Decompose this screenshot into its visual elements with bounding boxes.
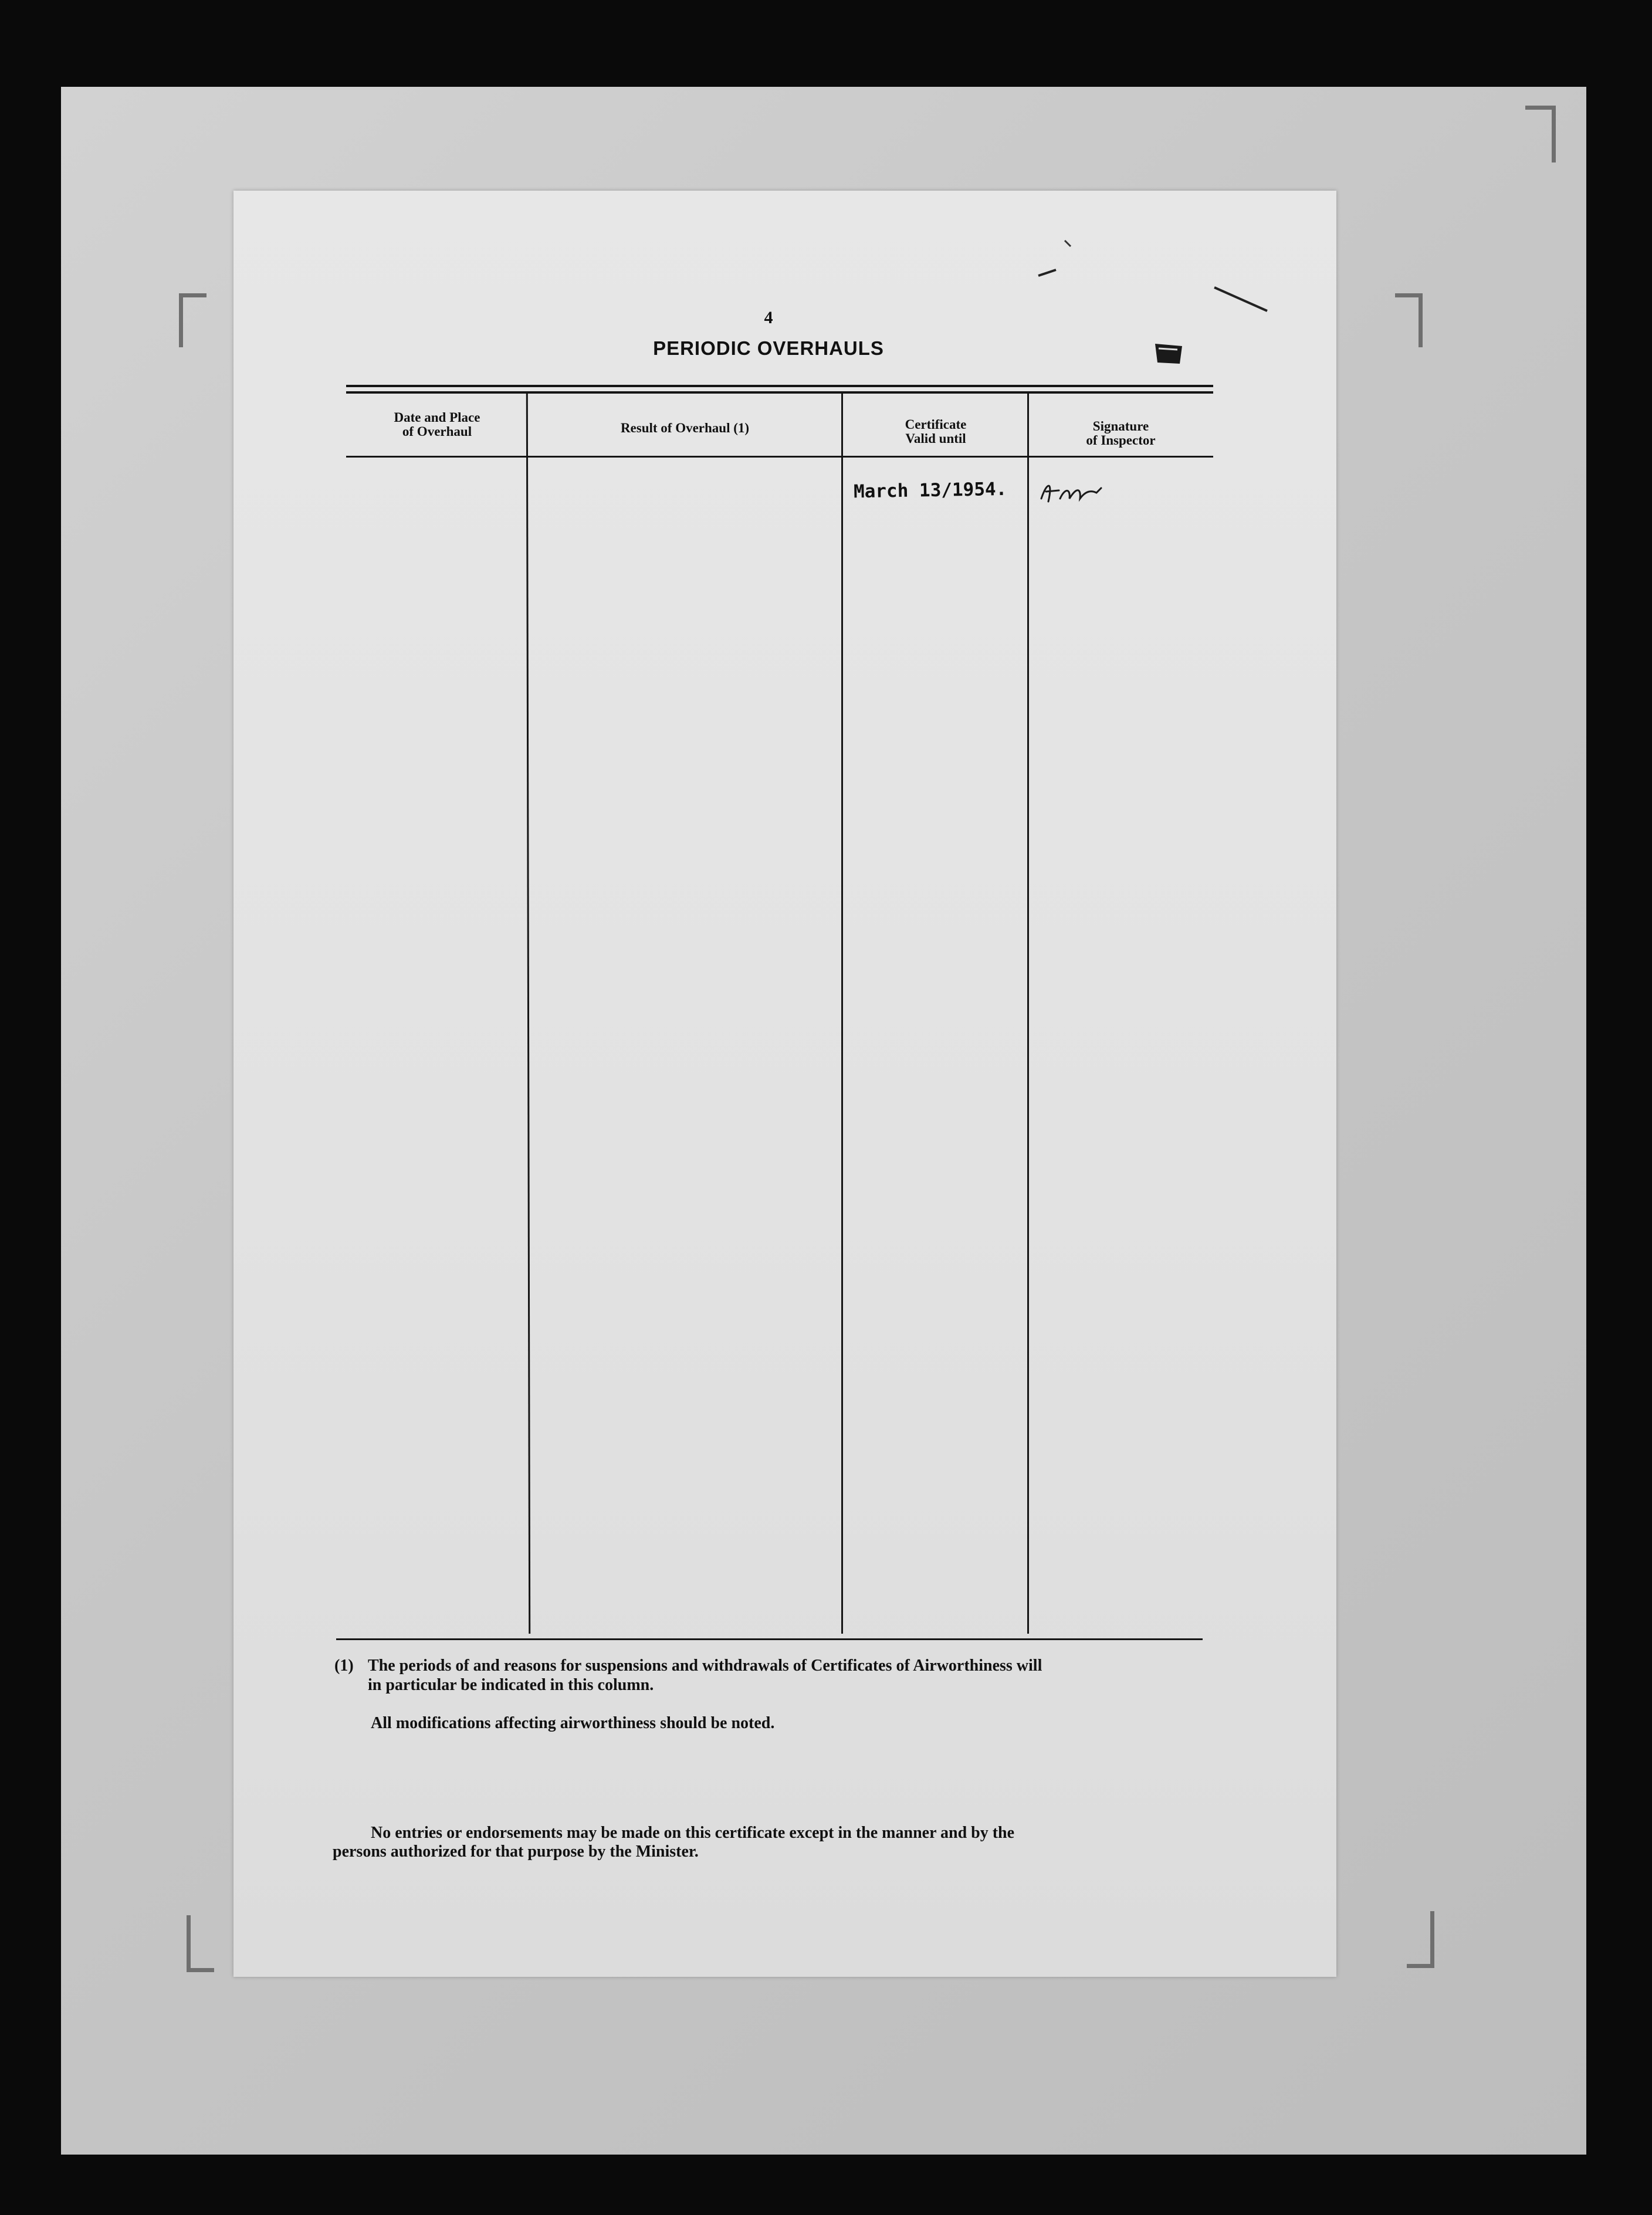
footnote-text-line-1: The periods of and reasons for suspensions and withdrawals of Certificates of Airworthiness will (368, 1657, 1042, 1675)
crop-mark-corner-top-right (1525, 106, 1556, 162)
column-divider-2 (841, 393, 843, 1634)
footnote-text-line-2: in particular be indicated in this column. (368, 1676, 654, 1694)
column-header-valid-until: Certificate Valid until (905, 417, 967, 446)
page-number: 4 (764, 308, 773, 327)
crop-mark-bottom-left (187, 1915, 214, 1972)
stamp-mark (1153, 340, 1188, 370)
table-header-rule (346, 456, 1213, 458)
entries-notice-line-2: persons authorized for that purpose by the Minister. (333, 1843, 699, 1861)
column-header-date-place: Date and Place of Overhaul (394, 410, 480, 439)
column-divider-3 (1027, 393, 1029, 1634)
page-title: PERIODIC OVERHAULS (653, 337, 884, 359)
inspector-signature (1035, 475, 1106, 510)
crop-mark-bottom-right (1407, 1911, 1434, 1968)
entries-notice-line-1: No entries or endorsements may be made on this certificate except in the manner and by the (371, 1824, 1015, 1842)
modifications-note: All modifications affecting airworthiness should be noted. (371, 1714, 775, 1732)
document-sheet (233, 191, 1336, 1977)
crop-mark-top-right (1395, 293, 1423, 347)
scan-specks (1032, 229, 1279, 334)
crop-mark-top-left (179, 293, 206, 347)
table-bottom-rule (336, 1638, 1203, 1640)
table-top-rule (346, 385, 1213, 387)
footnote-marker: (1) (334, 1657, 354, 1675)
column-header-signature: Signature of Inspector (1086, 419, 1156, 448)
valid-until-date: March 13/1954. (853, 478, 1007, 503)
table-top-rule-2 (346, 391, 1213, 394)
column-header-result: Result of Overhaul (1) (620, 421, 750, 435)
